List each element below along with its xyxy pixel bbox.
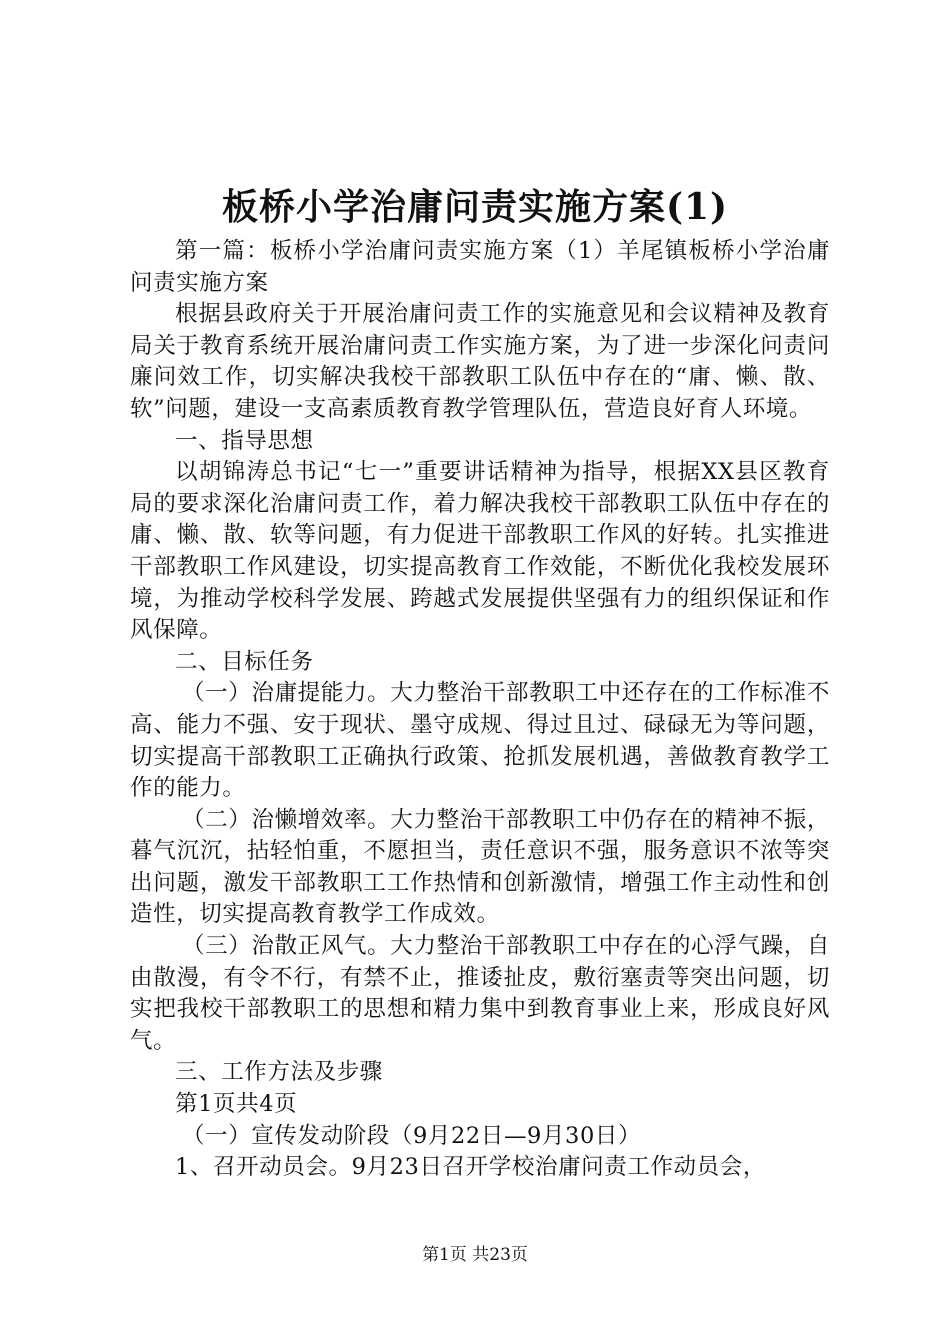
paragraph-guiding-ideology: 以胡锦涛总书记“七一”重要讲话精神为指导，根据XX县区教育局的要求深化治庸问责工作，着力解决我校干部教职工队伍中存在的庸、懒、散、软等问题，有力促进干部教职工作风的好转。扎实推进干部教职工作风建设，切实提高教育工作效能，不断优化我校发展环境，为推动学校科学发展、跨越式发展提供坚强有力的组织保证和作风保障。 — [130, 459, 830, 644]
paragraph-first-chapter-heading: 第一篇：板桥小学治庸问责实施方案（1）羊尾镇板桥小学治庸问责实施方案 — [130, 238, 830, 296]
page-footer: 第1页 共23页 — [422, 1245, 528, 1265]
section-heading-guiding-ideology: 一、指导思想 — [175, 427, 314, 454]
document-body — [130, 236, 830, 1184]
inline-page-marker: 第1页共4页 — [175, 1091, 298, 1118]
section-heading-methods: 三、工作方法及步骤 — [175, 1059, 383, 1086]
paragraph-goal-3: （三）治散正风气。大力整治干部教职工中存在的心浮气躁，自由散漫，有令不行，有禁不止，推诿扯皮，敷衍塞责等突出问题，切实把我校干部教职工的思想和精力集中到教育事业上来，形成良好风气。 — [130, 933, 830, 1054]
paragraph-phase-1: （一）宣传发动阶段（9月22日—9月30日） — [182, 1122, 642, 1149]
document-title: 板桥小学治庸问责实施方案(1) — [221, 186, 729, 228]
section-heading-goals: 二、目标任务 — [175, 648, 314, 675]
paragraph-goal-2: （二）治懒增效率。大力整治干部教职工中仍存在的精神不振，暮气沉沉，拈轻怕重，不愿担当，责任意识不强，服务意识不浓等突出问题，激发干部教职工工作热情和创新激情，增强工作主动性和创造性，切实提高教育教学工作成效。 — [130, 806, 830, 928]
paragraph-intro: 根据县政府关于开展治庸问责工作的实施意见和会议精神及教育局关于教育系统开展治庸问责工作实施方案，为了进一步深化问责问廉问效工作，切实解决我校干部教职工队伍中存在的“庸、懒、散、软”问题，建设一支高素质教育教学管理队伍，营造良好育人环境。 — [130, 301, 830, 422]
paragraph-step-1: 1、召开动员会。9月23日召开学校治庸问责工作动员会， — [175, 1154, 766, 1181]
paragraph-goal-1: （一）治庸提能力。大力整治干部教职工中还存在的工作标准不高、能力不强、安于现状、墨守成规、得过且过、碌碌无为等问题，切实提高干部教职工正确执行政策、抢抓发展机遇，善做教育教学工作的能力。 — [130, 680, 830, 802]
